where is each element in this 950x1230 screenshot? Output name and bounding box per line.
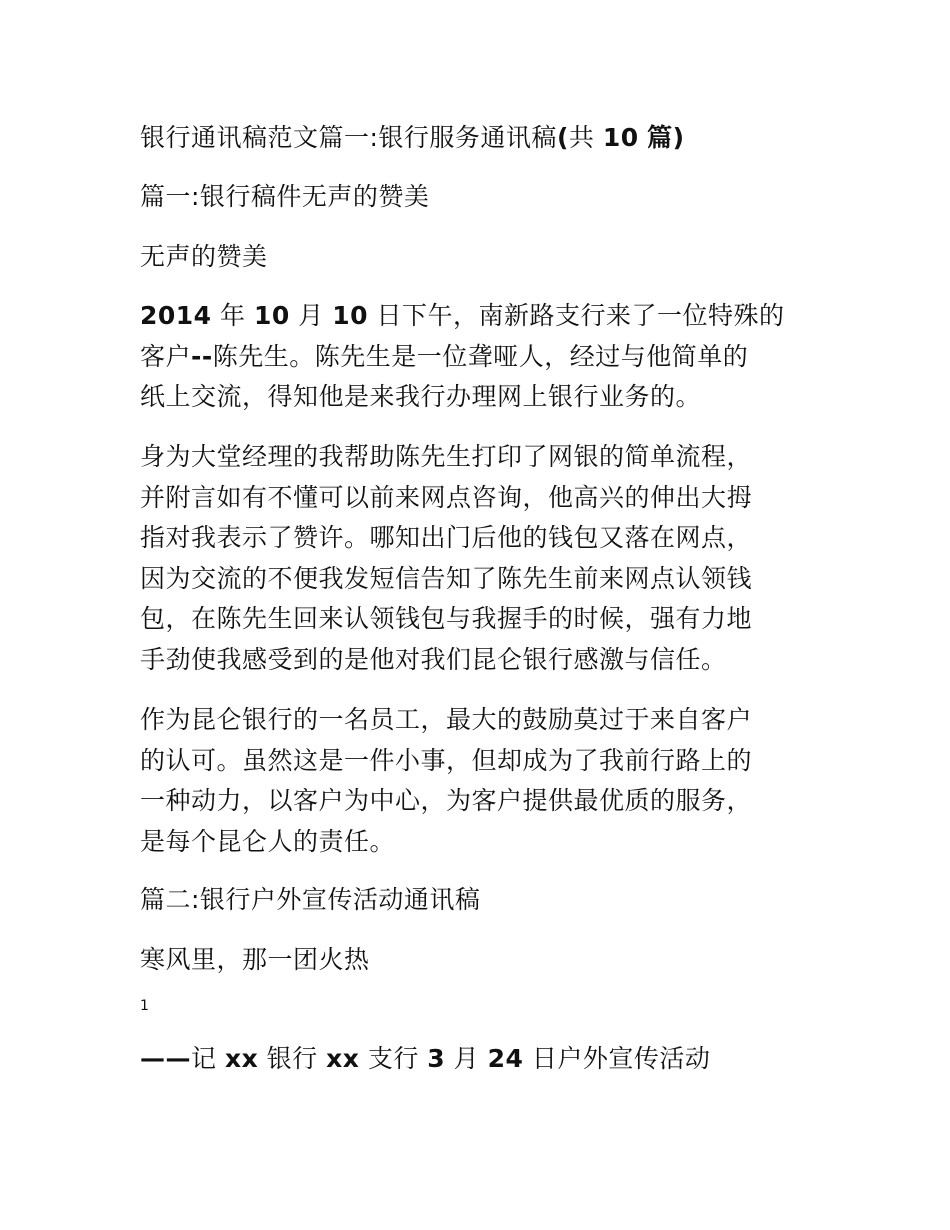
- article1-heading: 篇一:银行稿件无声的赞美: [140, 182, 430, 211]
- article1-subtitle: 无声的赞美: [140, 242, 268, 271]
- title-paren-close: 篇): [647, 123, 685, 152]
- byline-bank: xx: [224, 1044, 259, 1073]
- byline-month: 3: [427, 1044, 446, 1073]
- paragraph-1-line-1: [140, 296, 800, 337]
- date-day: 10: [332, 301, 368, 330]
- paragraph-2-line: 因为交流的不便我发短信告知了陈先生前来网点认领钱: [140, 563, 753, 593]
- article2-byline: [140, 1044, 710, 1074]
- paragraph-1-text-c: 陈先生。陈先生是一位聋哑人，经过与他简单的: [212, 341, 749, 371]
- paragraph-3-line: 的认可。虽然这是一件小事，但却成为了我前行路上的: [140, 745, 753, 775]
- document-page: [140, 0, 800, 1230]
- paragraph-1: [140, 296, 800, 418]
- byline-day: 24: [487, 1044, 524, 1073]
- paragraph-2-line: 手劲使我感受到的是他对我们昆仑银行感激与信任。: [140, 644, 727, 674]
- article2-subtitle: 寒风里，那一团火热: [140, 945, 370, 974]
- date-year: 2014: [140, 301, 212, 330]
- date-month-unit: 月: [289, 301, 333, 330]
- article2-heading: 篇二:银行户外宣传活动通讯稿: [140, 885, 481, 914]
- paragraph-3-line: 一种动力，以客户为中心，为客户提供最优质的服务，: [140, 786, 753, 815]
- paragraph-1-line-3: 纸上交流，得知他是来我行办理网上银行业务的。: [140, 382, 702, 411]
- date-month: 10: [254, 301, 290, 330]
- byline-text-e: 日户外宣传活动: [523, 1044, 711, 1073]
- title-space: [639, 123, 647, 152]
- paragraph-3: [140, 700, 800, 862]
- paragraph-3-line: 作为昆仑银行的一名员工，最大的鼓励莫过于来自客户: [140, 705, 753, 734]
- paragraph-2-line: 并附言如有不懂可以前来网点咨询，他高兴的伸出大拇: [140, 482, 753, 512]
- paragraph-2-line: 身为大堂经理的我帮助陈先生打印了网银的简单流程，: [140, 442, 753, 471]
- page-number: 1: [140, 998, 149, 1014]
- paragraph-1-text-b: 客户: [140, 341, 192, 371]
- title-paren-open: (: [556, 123, 569, 152]
- byline-dash: ——: [140, 1044, 191, 1073]
- paragraph-1-line-2: [140, 337, 800, 378]
- paragraph-2-line: 指对我表示了赞许。哪知出门后他的钱包又落在网点，: [140, 523, 753, 552]
- paragraph-3-line: 是每个昆仑人的责任。: [140, 826, 396, 856]
- document-title: [140, 123, 685, 153]
- dash: --: [191, 341, 213, 371]
- title-count-label: 共: [568, 123, 603, 152]
- byline-branch: xx: [326, 1044, 360, 1073]
- paragraph-2-line: 包，在陈先生回来认领钱包与我握手的时候，强有力地: [140, 604, 753, 633]
- date-year-unit: 年: [211, 301, 254, 330]
- paragraph-2: [140, 437, 800, 680]
- byline-text-c: 支行: [359, 1044, 428, 1073]
- byline-text-a: 记: [191, 1044, 225, 1073]
- title-text: 银行通讯稿范文篇一:银行服务通讯稿: [140, 123, 557, 152]
- byline-text-b: 银行: [258, 1044, 327, 1073]
- paragraph-1-text-a: 日下午，南新路支行来了一位特殊的: [368, 301, 785, 330]
- title-count-number: 10: [602, 123, 639, 152]
- byline-text-d: 月: [445, 1044, 488, 1073]
